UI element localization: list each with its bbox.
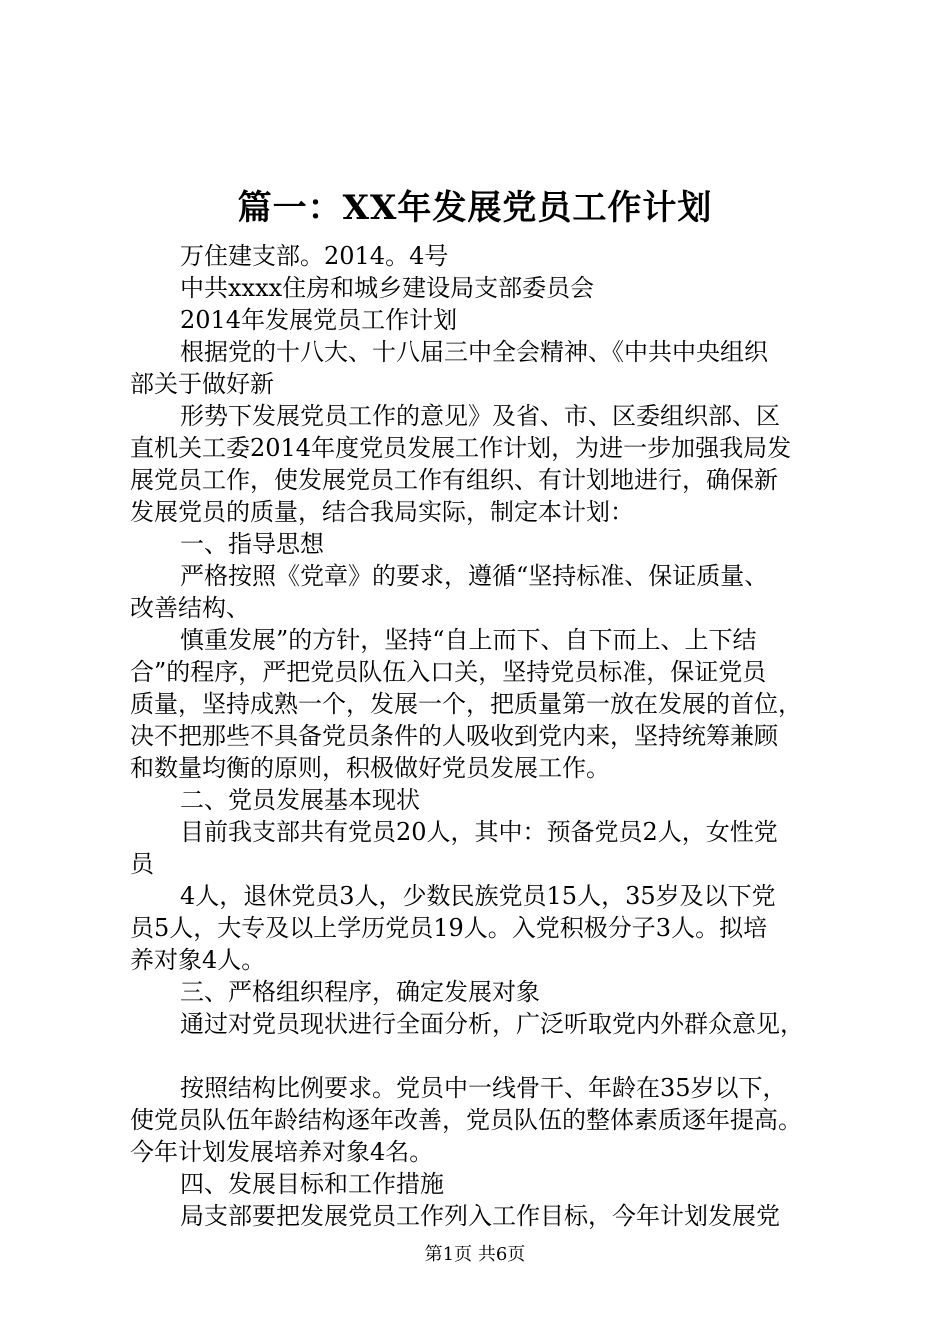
paragraph-line: 和数量均衡的原则，积极做好党员发展工作。 (130, 754, 610, 782)
section-heading: 一、指导思想 (180, 530, 324, 558)
paragraph-line: 局支部要把发展党员工作列入工作目标，今年计划发展党 (180, 1202, 780, 1230)
paragraph-line: 员5人，大专及以上学历党员19人。入党积极分子3人。拟培 (130, 914, 768, 942)
paragraph-line: 目前我支部共有党员20人，其中：预备党员2人，女性党 (180, 818, 778, 846)
section-heading: 三、严格组织程序，确定发展对象 (180, 978, 540, 1006)
paragraph-line: 直机关工委2014年度党员发展工作计划，为进一步加强我局发 (130, 434, 792, 462)
doc-number-line: 万住建支部。2014。4号 (180, 242, 449, 270)
paragraph-line: 发展党员的质量，结合我局实际，制定本计划： (130, 498, 634, 526)
section-heading: 二、党员发展基本现状 (180, 786, 420, 814)
paragraph-line: 展党员工作，使发展党员工作有组织、有计划地进行，确保新 (130, 466, 778, 494)
paragraph-line: 使党员队伍年龄结构逐年改善，党员队伍的整体素质逐年提高。 (130, 1106, 802, 1134)
paragraph-line: 严格按照《党章》的要求，遵循“坚持标准、保证质量、 (180, 562, 769, 590)
paragraph-line: 按照结构比例要求。党员中一线骨干、年龄在35岁以下， (180, 1074, 787, 1102)
paragraph-line: 部关于做好新 (130, 370, 274, 398)
paragraph-line: 根据党的十八大、十八届三中全会精神、《中共中央组织 (180, 338, 768, 366)
paragraph-line: 养对象4人。 (130, 946, 266, 974)
paragraph-line: 改善结构、 (130, 594, 250, 622)
plan-subtitle-line: 2014年发展党员工作计划 (180, 306, 458, 334)
paragraph-line: 慎重发展”的方针，坚持“自上而下、自下而上、上下结 (180, 626, 757, 654)
committee-line: 中共xxxx住房和城乡建设局支部委员会 (180, 274, 595, 302)
paragraph-line: 通过对党员现状进行全面分析，广泛听取党内外群众意见， (180, 1010, 804, 1038)
document-title: 篇一：XX年发展党员工作计划 (237, 188, 713, 228)
paragraph-line: 决不把那些不具备党员条件的人吸收到党内来，坚持统筹兼顾 (130, 722, 778, 750)
page-number-footer: 第1页 共6页 (424, 1244, 526, 1265)
paragraph-line: 今年计划发展培养对象4名。 (130, 1138, 434, 1166)
paragraph-line: 形势下发展党员工作的意见》及省、市、区委组织部、区 (180, 402, 780, 430)
section-heading: 四、发展目标和工作措施 (180, 1170, 444, 1198)
paragraph-line: 合”的程序，严把党员队伍入口关，坚持党员标准，保证党员 (130, 658, 767, 686)
paragraph-line: 质量，坚持成熟一个，发展一个，把质量第一放在发展的首位， (130, 690, 802, 718)
paragraph-line: 4人，退休党员3人，少数民族党员15人，35岁及以下党 (180, 882, 776, 910)
paragraph-line: 员 (130, 850, 154, 878)
